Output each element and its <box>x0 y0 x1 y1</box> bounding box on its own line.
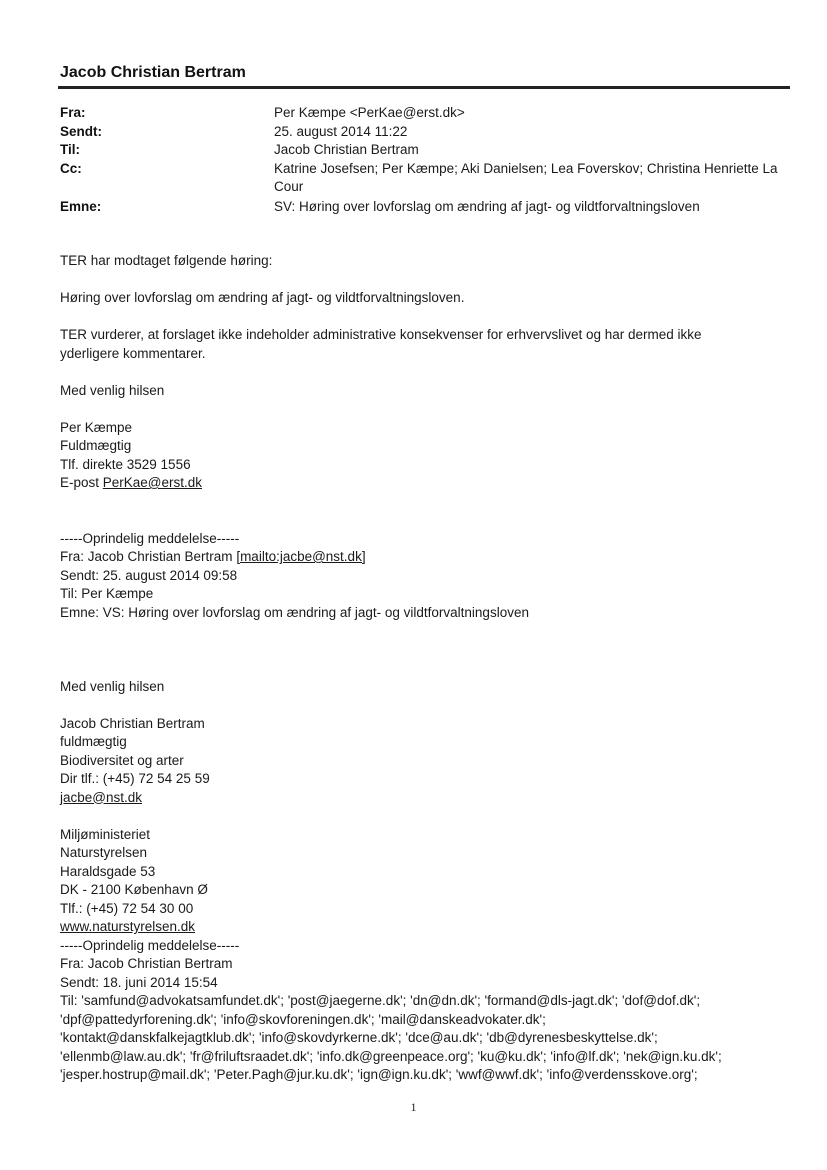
header-value: SV: Høring over lovforslag om ændring af jagt- og vildtforvaltningsloven <box>274 198 700 214</box>
header-label: Til: <box>60 142 80 157</box>
header-subject <box>60 198 780 217</box>
forward-from <box>60 548 770 567</box>
header-value: Jacob Christian Bertram <box>274 142 419 157</box>
organization-block <box>60 826 770 937</box>
forward-2-from: Fra: Jacob Christian Bertram <box>60 956 233 971</box>
signature-2-name: Jacob Christian Bertram <box>60 715 205 731</box>
recipient-line: 'dpf@pattedyrforening.dk'; 'info@skovforeningen.dk'; 'mail@danskeadvokater.dk'; <box>60 1011 546 1027</box>
header-value-line: Cour <box>274 179 304 194</box>
header-cc <box>60 160 780 197</box>
org-phone: Tlf.: (+45) 72 54 30 00 <box>60 900 194 916</box>
email-headers <box>60 104 780 216</box>
signature-email-link[interactable]: PerKae@erst.dk <box>102 475 203 490</box>
forwarded-message-2 <box>60 937 770 1085</box>
sender-name: Jacob Christian Bertram <box>60 64 246 81</box>
signature-name: Per Kæmpe <box>60 419 133 435</box>
spacer <box>60 641 770 678</box>
forwarded-message-1 <box>60 530 770 623</box>
recipient-line: 'jesper.hostrup@mail.dk'; 'Peter.Pagh@jur.ku.dk'; 'ign@ign.ku.dk'; 'wwf@wwf.dk'; 'info@verdensskove.org'; <box>60 1067 698 1082</box>
forward-sent: Sendt: 25. august 2014 09:58 <box>60 567 238 583</box>
forward-mailto-link[interactable]: [mailto:jacbe@nst.dk] <box>236 549 366 564</box>
forward-2-sent: Sendt: 18. juni 2014 15:54 <box>60 974 218 990</box>
header-label: Sendt: <box>60 123 102 139</box>
signature-title: Fuldmægtig <box>60 438 132 453</box>
body-assessment-line: yderligere kommentarer. <box>60 345 206 361</box>
header-to <box>60 141 780 160</box>
recipient-line: 'kontakt@danskfalkejagtklub.dk'; 'info@skovdyrkerne.dk'; 'dce@au.dk'; 'db@dyrenesbeskyttelse.dk'; <box>60 1030 658 1045</box>
header-from <box>60 104 780 123</box>
header-value: 25. august 2014 11:22 <box>274 123 408 139</box>
signature-email-prefix: E-post <box>60 475 103 490</box>
signature-email-line <box>60 474 770 493</box>
header-rule <box>58 86 790 89</box>
header-sent <box>60 123 780 142</box>
recipient-line: Til: 'samfund@advokatsamfundet.dk'; 'post@jaegerne.dk'; 'dn@dn.dk'; 'formand@dls-jagt.dk'; 'dof@dof.dk'; <box>60 993 701 1008</box>
email-body <box>60 252 770 1085</box>
forward-subject: Emne: VS: Høring over lovforslag om ændring af jagt- og vildtforvaltningsloven <box>60 604 529 620</box>
signature-2-title: fuldmægtig <box>60 734 127 749</box>
signature-phone: Tlf. direkte 3529 1556 <box>60 456 191 472</box>
signature-2-greeting: Med venlig hilsen <box>60 678 165 694</box>
forward-2-marker: -----Oprindelig meddelelse----- <box>60 937 240 953</box>
org-agency: Naturstyrelsen <box>60 845 148 860</box>
org-street: Haraldsgade 53 <box>60 863 156 879</box>
org-ministry: Miljøministeriet <box>60 826 151 842</box>
org-website-link[interactable]: www.naturstyrelsen.dk <box>60 919 196 934</box>
body-assessment-line: TER vurderer, at forslaget ikke indeholder administrative konsekvenser for erhvervslivet og har dermed ikke <box>60 327 702 342</box>
header-value <box>274 160 780 197</box>
page-number: 1 <box>410 1100 417 1114</box>
signature-2-email-link[interactable]: jacbe@nst.dk <box>60 789 142 805</box>
header-label: Emne: <box>60 198 102 214</box>
recipient-line: 'ellenmb@law.au.dk'; 'fr@friluftsraadet.dk'; 'info.dk@greenpeace.org'; 'ku@ku.dk'; 'info@lf.dk'; 'nek@ign.ku.dk'; <box>60 1048 722 1064</box>
header-label: Cc: <box>60 160 82 176</box>
body-intro: TER har modtaget følgende høring: <box>60 253 273 268</box>
body-subject-line: Høring over lovforslag om ændring af jagt- og vildtforvaltningsloven. <box>60 290 465 305</box>
header-value-line: Katrine Josefsen; Per Kæmpe; Aki Danielsen; Lea Foverskov; Christina Henriette La <box>274 160 778 176</box>
header-value: Per Kæmpe <PerKae@erst.dk> <box>274 105 465 120</box>
body-greeting: Med venlig hilsen <box>60 382 165 398</box>
header-label: Fra: <box>60 105 86 120</box>
signature-2-block <box>60 715 770 808</box>
signature-2-department: Biodiversitet og arter <box>60 752 184 768</box>
forward-marker: -----Oprindelig meddelelse----- <box>60 530 240 546</box>
signature-block <box>60 419 770 493</box>
forward-to: Til: Per Kæmpe <box>60 586 154 601</box>
forward-2-recipients <box>60 992 770 1085</box>
org-city: DK - 2100 København Ø <box>60 882 208 897</box>
body-assessment <box>60 326 770 363</box>
spacer <box>60 511 770 530</box>
forward-from-text: Fra: Jacob Christian Bertram <box>60 549 237 564</box>
signature-2-phone: Dir tlf.: (+45) 72 54 25 59 <box>60 771 210 786</box>
